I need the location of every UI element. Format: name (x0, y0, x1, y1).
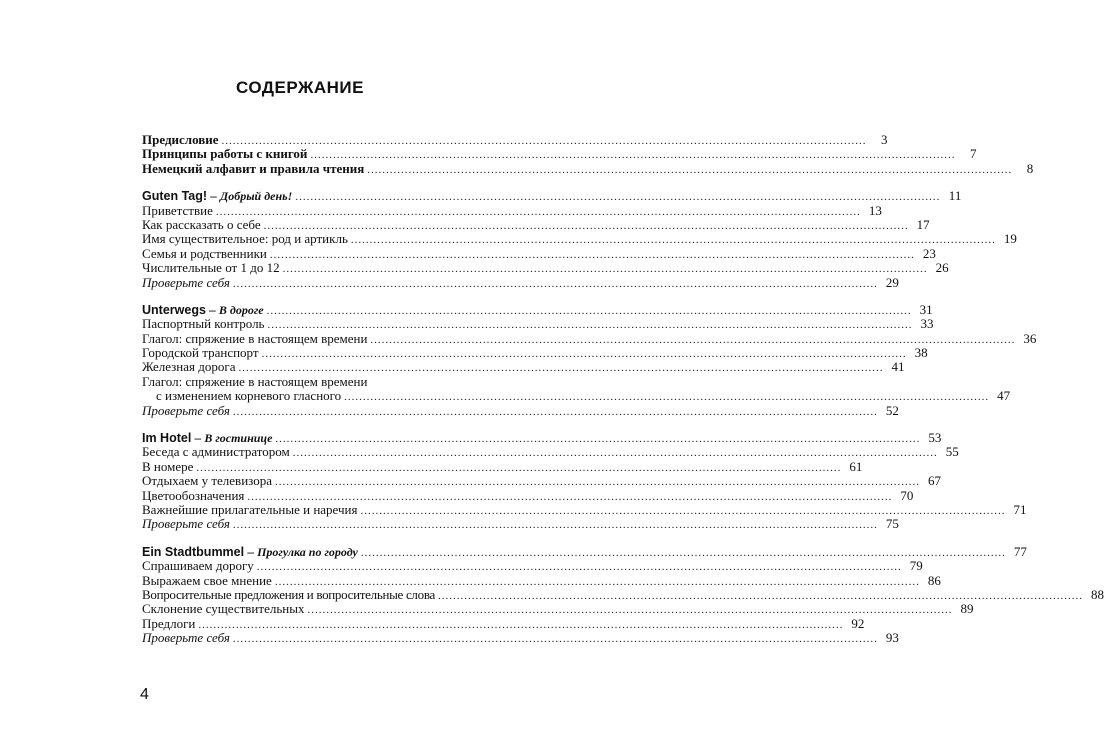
dot-leader: ............................................................................................................................................................................ (232, 519, 878, 532)
dot-leader: ............................................................................................................................................................................ (215, 205, 861, 218)
toc-entry-page: 11 (948, 188, 962, 204)
toc-entry[interactable] (142, 216, 930, 232)
dot-leader: ............................................................................................................................................................................ (198, 618, 844, 631)
dot-leader: ............................................................................................................................................................................ (261, 348, 907, 361)
toc-entry[interactable] (142, 231, 1017, 247)
toc-entry[interactable] (142, 458, 863, 474)
toc-entry-label: Железная дорога (142, 359, 236, 375)
toc-entry-self-check[interactable] (142, 402, 899, 418)
chapter-title (142, 303, 264, 317)
dot-leader: ............................................................................................................................................................................ (295, 191, 941, 204)
toc-entry-self-check[interactable] (142, 630, 899, 646)
chapter-title-separator: – (244, 543, 258, 559)
toc-entry-label: Глагол: спряжение в настоящем времени (142, 330, 368, 346)
toc-entry[interactable] (142, 473, 941, 489)
toc-entry-label: Проверьте себя (142, 402, 230, 418)
toc-entry[interactable] (142, 132, 888, 147)
dot-leader: ............................................................................................................................................................................ (232, 277, 878, 290)
dot-leader: ............................................................................................................................................................................ (196, 461, 842, 474)
toc-entry-page: 89 (960, 601, 974, 617)
toc-entry[interactable] (142, 359, 905, 375)
toc-entry-label: Паспортный контроль (142, 316, 265, 332)
chapter-title-russian: В гостинице (204, 431, 273, 446)
toc-section-ein-stadtbummel (142, 543, 1104, 646)
toc-section-intro (142, 132, 1034, 176)
toc-entry[interactable] (142, 444, 959, 460)
toc-entry-label: Цветообозначения (142, 487, 245, 503)
toc-entry-label: Глагол: спряжение в настоящем времени (142, 373, 368, 389)
dot-leader: ............................................................................................................................................................................ (282, 263, 928, 276)
toc-entry[interactable] (142, 487, 914, 503)
toc-entry-label: Предлоги (142, 615, 196, 631)
toc-entry-label: Приветствие (142, 202, 213, 218)
toc-entry-page: 33 (920, 316, 934, 332)
chapter-title-german: Im Hotel (142, 431, 192, 446)
toc-section-im-hotel (142, 430, 1027, 532)
toc-entry[interactable] (142, 558, 923, 574)
dot-leader: ............................................................................................................................................................................ (437, 589, 1083, 602)
toc-entry-label: Числительные от 1 до 12 (142, 260, 280, 276)
dot-leader: ............................................................................................................................................................................ (344, 391, 990, 404)
toc-entry[interactable] (142, 316, 934, 332)
toc-section-unterwegs (142, 301, 1037, 418)
chapter-title-german: Unterwegs (142, 302, 206, 317)
toc-entry[interactable] (142, 601, 974, 617)
dot-leader: ............................................................................................................................................................................ (307, 604, 953, 617)
toc-entry-page: 38 (914, 345, 928, 361)
chapter-title-russian: В дороге (218, 302, 264, 317)
chapter-title (142, 431, 272, 445)
dot-leader: ............................................................................................................................................................................ (267, 319, 913, 332)
toc-entry-page: 23 (922, 245, 936, 261)
dot-leader: ............................................................................................................................................................................ (256, 561, 902, 574)
toc-entry-page: 70 (900, 487, 914, 503)
toc-entry-label: Склонение существительных (142, 601, 305, 617)
chapter-title-separator: – (207, 188, 221, 204)
toc-entry-page: 7 (969, 146, 977, 162)
dot-leader: ............................................................................................................................................................................ (350, 234, 996, 247)
chapter-title-german: Ein Stadtbummel (142, 544, 245, 559)
page-number: 4 (140, 686, 149, 703)
dot-leader: ............................................................................................................................................................................ (263, 219, 909, 232)
toc-entry-page: 93 (885, 630, 899, 646)
dot-leader: ............................................................................................................................................................................ (360, 504, 1006, 517)
dot-leader: ............................................................................................................................................................................ (274, 575, 920, 588)
toc-entry-label: Проверьте себя (142, 274, 230, 290)
toc-entry-label: Как рассказать о себе (142, 216, 261, 232)
table-of-contents (142, 132, 1104, 646)
toc-chapter-heading[interactable] (142, 543, 1027, 559)
toc-entry-page: 8 (1026, 160, 1034, 176)
toc-entry-page: 88 (1090, 586, 1104, 602)
toc-chapter-heading[interactable] (142, 188, 962, 204)
chapter-title-separator: – (205, 301, 219, 317)
toc-entry-page: 17 (916, 216, 930, 232)
chapter-title-german: Guten Tag! (142, 189, 208, 204)
toc-entry-page: 71 (1013, 501, 1027, 517)
toc-entry-page: 77 (1013, 543, 1027, 559)
dot-leader: ............................................................................................................................................................................ (274, 476, 920, 489)
chapter-title (142, 189, 292, 203)
toc-entry-label: Городской транспорт (142, 345, 259, 361)
toc-entry-label: Спрашиваем дорогу (142, 558, 254, 574)
toc-entry-page: 31 (919, 301, 933, 317)
toc-entry-self-check[interactable] (142, 274, 899, 290)
toc-entry-page: 3 (881, 132, 888, 147)
toc-entry-page: 29 (885, 274, 899, 290)
toc-entry-page: 36 (1023, 330, 1037, 346)
toc-entry[interactable] (142, 586, 1104, 602)
chapter-title-russian: Прогулка по городу (257, 544, 358, 559)
toc-entry-continuation[interactable] (142, 388, 1011, 404)
toc-entry-page: 67 (927, 473, 941, 489)
toc-entry-page: 52 (885, 402, 899, 418)
toc-entry-page: 92 (851, 615, 865, 631)
toc-entry-page: 79 (909, 558, 923, 574)
dot-leader: ............................................................................................................................................................................ (269, 248, 915, 261)
toc-entry-label: Отдыхаем у телевизора (142, 473, 272, 489)
chapter-title-separator: – (191, 430, 205, 446)
toc-entry[interactable] (142, 245, 936, 261)
dot-leader: ............................................................................................................................................................................ (275, 433, 921, 446)
toc-entry-label: Имя существительное: род и артикль (142, 231, 348, 247)
toc-entry-label: Предисловие (142, 132, 219, 147)
toc-entry-page: 61 (849, 458, 863, 474)
toc-entry-label: Немецкий алфавит и правила чтения (142, 160, 365, 176)
toc-entry-page: 13 (868, 202, 882, 218)
toc-entry-page: 55 (945, 444, 959, 460)
toc-chapter-heading[interactable] (142, 301, 933, 317)
toc-entry[interactable] (142, 160, 1034, 176)
page-title: СОДЕРЖАНИЕ (236, 78, 364, 97)
toc-entry-label: Семья и родственники (142, 245, 267, 261)
toc-entry-page: 86 (927, 572, 941, 588)
toc-entry-label: Важнейшие прилагательные и наречия (142, 501, 358, 517)
dot-leader: ............................................................................................................................................................................ (238, 362, 884, 375)
dot-leader: ............................................................................................................................................................................ (247, 490, 893, 503)
dot-leader: ............................................................................................................................................................................ (310, 149, 956, 162)
toc-entry-label: Беседа с администратором (142, 444, 290, 460)
dot-leader: ............................................................................................................................................................................ (367, 163, 1013, 176)
dot-leader: ............................................................................................................................................................................ (221, 135, 867, 147)
toc-entry[interactable] (142, 260, 949, 276)
toc-entry-label: с изменением корневого гласного (156, 388, 342, 404)
chapter-title-russian: Добрый день! (220, 189, 293, 204)
dot-leader: ............................................................................................................................................................................ (370, 333, 1016, 346)
dot-leader: ............................................................................................................................................................................ (360, 546, 1006, 559)
dot-leader: ............................................................................................................................................................................ (232, 405, 878, 418)
toc-entry-label: Принципы работы с книгой (142, 146, 308, 162)
toc-entry[interactable] (142, 615, 865, 631)
dot-leader: ............................................................................................................................................................................ (292, 447, 938, 460)
toc-entry[interactable] (142, 202, 882, 218)
toc-entry-page: 26 (935, 260, 949, 276)
toc-entry-label: Проверьте себя (142, 516, 230, 532)
toc-entry-label: Выражаем свое мнение (142, 572, 272, 588)
dot-leader: ............................................................................................................................................................................ (232, 633, 878, 646)
toc-entry-label: Проверьте себя (142, 630, 230, 646)
toc-section-guten-tag (142, 188, 1017, 290)
toc-entry[interactable] (142, 375, 485, 389)
toc-entry[interactable] (142, 146, 977, 162)
toc-chapter-heading[interactable] (142, 430, 942, 446)
dot-leader: ............................................................................................................................................................................ (266, 304, 912, 317)
toc-entry-page: 47 (997, 388, 1011, 404)
chapter-title (142, 545, 358, 559)
toc-entry-page: 19 (1003, 231, 1017, 247)
toc-entry[interactable] (142, 501, 1027, 517)
toc-entry-label: В номере (142, 458, 194, 474)
toc-entry-page: 41 (891, 359, 905, 375)
toc-entry-self-check[interactable] (142, 516, 899, 532)
toc-entry[interactable] (142, 345, 928, 361)
toc-entry[interactable] (142, 330, 1037, 346)
toc-entry-page: 53 (928, 430, 942, 446)
toc-entry-page: 75 (885, 516, 899, 532)
toc-entry[interactable] (142, 572, 941, 588)
toc-entry-label: Вопросительные предложения и вопросительные слова (142, 586, 435, 602)
